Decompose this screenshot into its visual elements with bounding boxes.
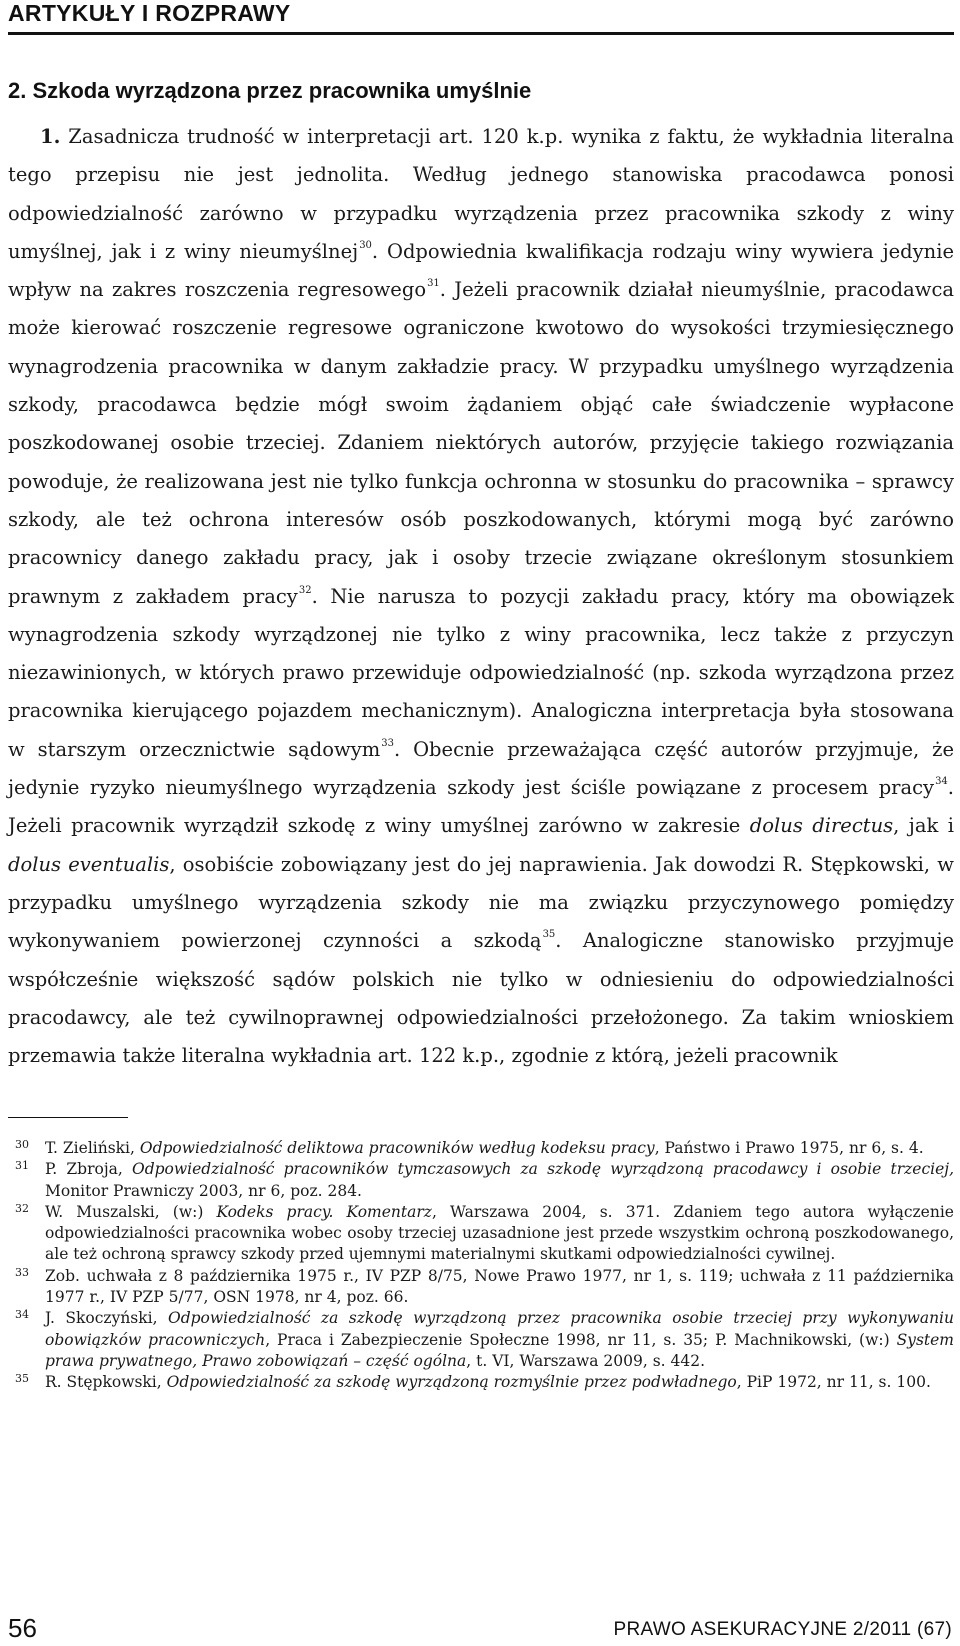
footnote: [8, 1372, 954, 1393]
body-sentence: , osobiście zobowiązany jest do jej naprawienia. Jak dowodzi R. Stępkowski, w przypadku umyślnego wyrządzenia szkody nie ma związku przyczynowego pomiędzy wykonywaniem powierzonej czynności a szkodą: [8, 852, 954, 953]
section-title: 2. Szkoda wyrządzona przez pracownika umyślnie: [8, 78, 532, 103]
footnote-number: 33: [15, 1265, 29, 1279]
footnote-text: T. Zieliński,: [45, 1139, 140, 1157]
footnote-number: 34: [15, 1308, 29, 1322]
footnote-number: 31: [15, 1159, 29, 1173]
footnotes: [8, 1138, 954, 1394]
latin-term: dolus directus: [749, 814, 894, 838]
page-number: 56: [8, 1613, 37, 1643]
footnote-title: Odpowiedzialność deliktowa pracowników według kodeksu pracy: [139, 1139, 655, 1157]
footnote-text: R. Stępkowski,: [45, 1373, 167, 1392]
footnote: [8, 1202, 954, 1266]
body-sentence: . Odpowiednia kwalifikacja rodzaju winy wywiera jedynie wpływ na zakres roszczenia regresowego: [8, 239, 955, 302]
footnote-number: 32: [15, 1201, 29, 1215]
footnote: [8, 1138, 954, 1159]
footnote-title: Odpowiedzialność pracowników tymczasowych za szkodę wyrządzoną pracodawcy i osobie trzeciej,: [131, 1160, 955, 1179]
footnote: [8, 1159, 954, 1202]
footnote: [8, 1266, 954, 1309]
body-sentence: . Jeżeli pracownik wyrządził szkodę z winy umyślnej zarówno w zakresie: [8, 776, 954, 838]
footnote-ref[interactable]: 33: [381, 737, 394, 749]
journal-name: PRAWO ASEKURACYJNE 2/2011 (67): [613, 1619, 952, 1640]
footnote-title: Odpowiedzialność za szkodę wyrządzoną przez pracownika osobie trzeciej przy wykonywaniu obowiązków pracowniczych: [45, 1309, 955, 1349]
footnote-text: Zob. uchwała z 8 października 1975 r., IV PZP 8/75, Nowe Prawo 1977, nr 1, s. 119; uchwała z 11 października 1977 r., IV PZP 5/77, OSN 1978, nr 4, poz. 66.: [45, 1266, 954, 1307]
footnote-text: Monitor Prawniczy 2003, nr 6, poz. 284.: [45, 1181, 362, 1200]
footnote-number: 30: [15, 1138, 29, 1151]
body-text: [8, 118, 954, 1075]
header-rule: [8, 32, 954, 35]
footnote-text: , Warszawa 2004, s. 371. Zdaniem tego autora wyłączenie odpowiedzialności pracownika wobec osoby trzeciej uzasadnione jest przede wszystkim ochroną poszkodowanego, ale też ochroną sprawcy szkody przed ujemnymi materialnymi skutkami odpowiedzialności cywilnej.: [45, 1202, 954, 1264]
footnote-text: , Praca i Zabezpieczenie Społeczne 1998, nr 11, s. 35; P. Machnikowski, (w:): [265, 1330, 897, 1349]
footnote-ref[interactable]: 34: [935, 776, 948, 788]
body-sentence: . Jeżeli pracownik działał nieumyślnie, pracodawca może kierować roszczenie regresowe ograniczone kwotowo do wysokości trzymiesięcznego wynagrodzenia pracownika w danym zakładzie pracy. W przypadku umyślnego wyrządzenia szkody, pracodawca będzie mógł swoim żądaniem objąć całe świadczenie wypłacone poszkodowanej osobie trzeciej. Zdaniem niektórych autorów, przyjęcie takiego rozwiązania powoduje, że realizowana jest nie tylko funkcja ochronna w stosunku do pracownika – sprawcy szkody, ale też ochrona interesów osób poszkodowanych, którymi mogą być zarówno pracownicy danego zakładu pracy, jak i osoby trzecie związane określonym stosunkiem prawnym z zakładem pracy: [8, 278, 955, 608]
footnote-ref[interactable]: 30: [359, 239, 372, 251]
running-header: ARTYKUŁY I ROZPRAWY: [8, 0, 291, 26]
footnote-ref[interactable]: 32: [298, 584, 312, 596]
footnote-text: J. Skoczyński,: [45, 1309, 168, 1328]
footnote-number: 35: [15, 1372, 29, 1386]
paragraph-number: 1.: [40, 125, 61, 148]
body-sentence: Zasadnicza trudność w interpretacji art. 120 k.p. wynika z faktu, że wykładnia literalna tego przepisu nie jest jednolita. Według jednego stanowiska pracodawca ponosi odpowiedzialność zarówno w przypadku wyrządzenia przez pracownika szkody z winy umyślnej, jak i z winy nieumyślnej: [8, 125, 954, 263]
latin-term: dolus eventualis: [8, 852, 170, 876]
body-paragraph: [8, 118, 954, 1075]
footnote-text: , Państwo i Prawo 1975, nr 6, s. 4.: [654, 1139, 924, 1157]
footnote-title: System prawa prywatnego, Prawo zobowiązań – część ogólna: [45, 1330, 954, 1370]
footnote-title: Kodeks pracy. Komentarz: [216, 1202, 432, 1221]
body-sentence: . Analogiczne stanowisko przyjmuje współcześnie większość sądów polskich nie tylko w odniesieniu do odpowiedzialności pracodawcy, ale też cywilnoprawnej odpowiedzialności przełożonego. Za takim wnioskiem przemawia także literalna wykładnia art. 122 k.p., zgodnie z którą, jeżeli pracownik: [8, 929, 954, 1068]
footnote: [8, 1308, 954, 1372]
body-sentence: . Nie narusza to pozycji zakładu pracy, który ma obowiązek wynagrodzenia szkody wyrządzonej nie tylko z winy pracownika, lecz także z przyczyn niezawinionych, w których prawo przewiduje odpowiedzialność (np. szkoda wyrządzona przez pracownika kierującego pojazdem mechanicznym). Analogiczna interpretacja była stosowana w starszym orzecznictwie sądowym: [8, 584, 954, 761]
footnote-rule: [8, 1117, 128, 1118]
body-sentence: . Obecnie przeważająca część autorów przyjmuje, że jedynie ryzyko nieumyślnego wyrządzenia szkody jest ściśle powiązane z procesem pracy: [8, 737, 954, 800]
footnote-text: W. Muszalski, (w:): [45, 1202, 217, 1221]
footnote-title: Odpowiedzialność za szkodę wyrządzoną rozmyślnie przez podwładnego: [166, 1373, 737, 1392]
footnote-ref[interactable]: 35: [542, 929, 556, 941]
footnote-text: P. Zbroja,: [45, 1160, 132, 1179]
footnote-text: , t. VI, Warszawa 2009, s. 442.: [466, 1351, 706, 1370]
body-sentence: , jak i: [893, 814, 954, 838]
footnote-ref[interactable]: 31: [427, 278, 440, 290]
footnote-text: , PiP 1972, nr 11, s. 100.: [736, 1373, 931, 1392]
